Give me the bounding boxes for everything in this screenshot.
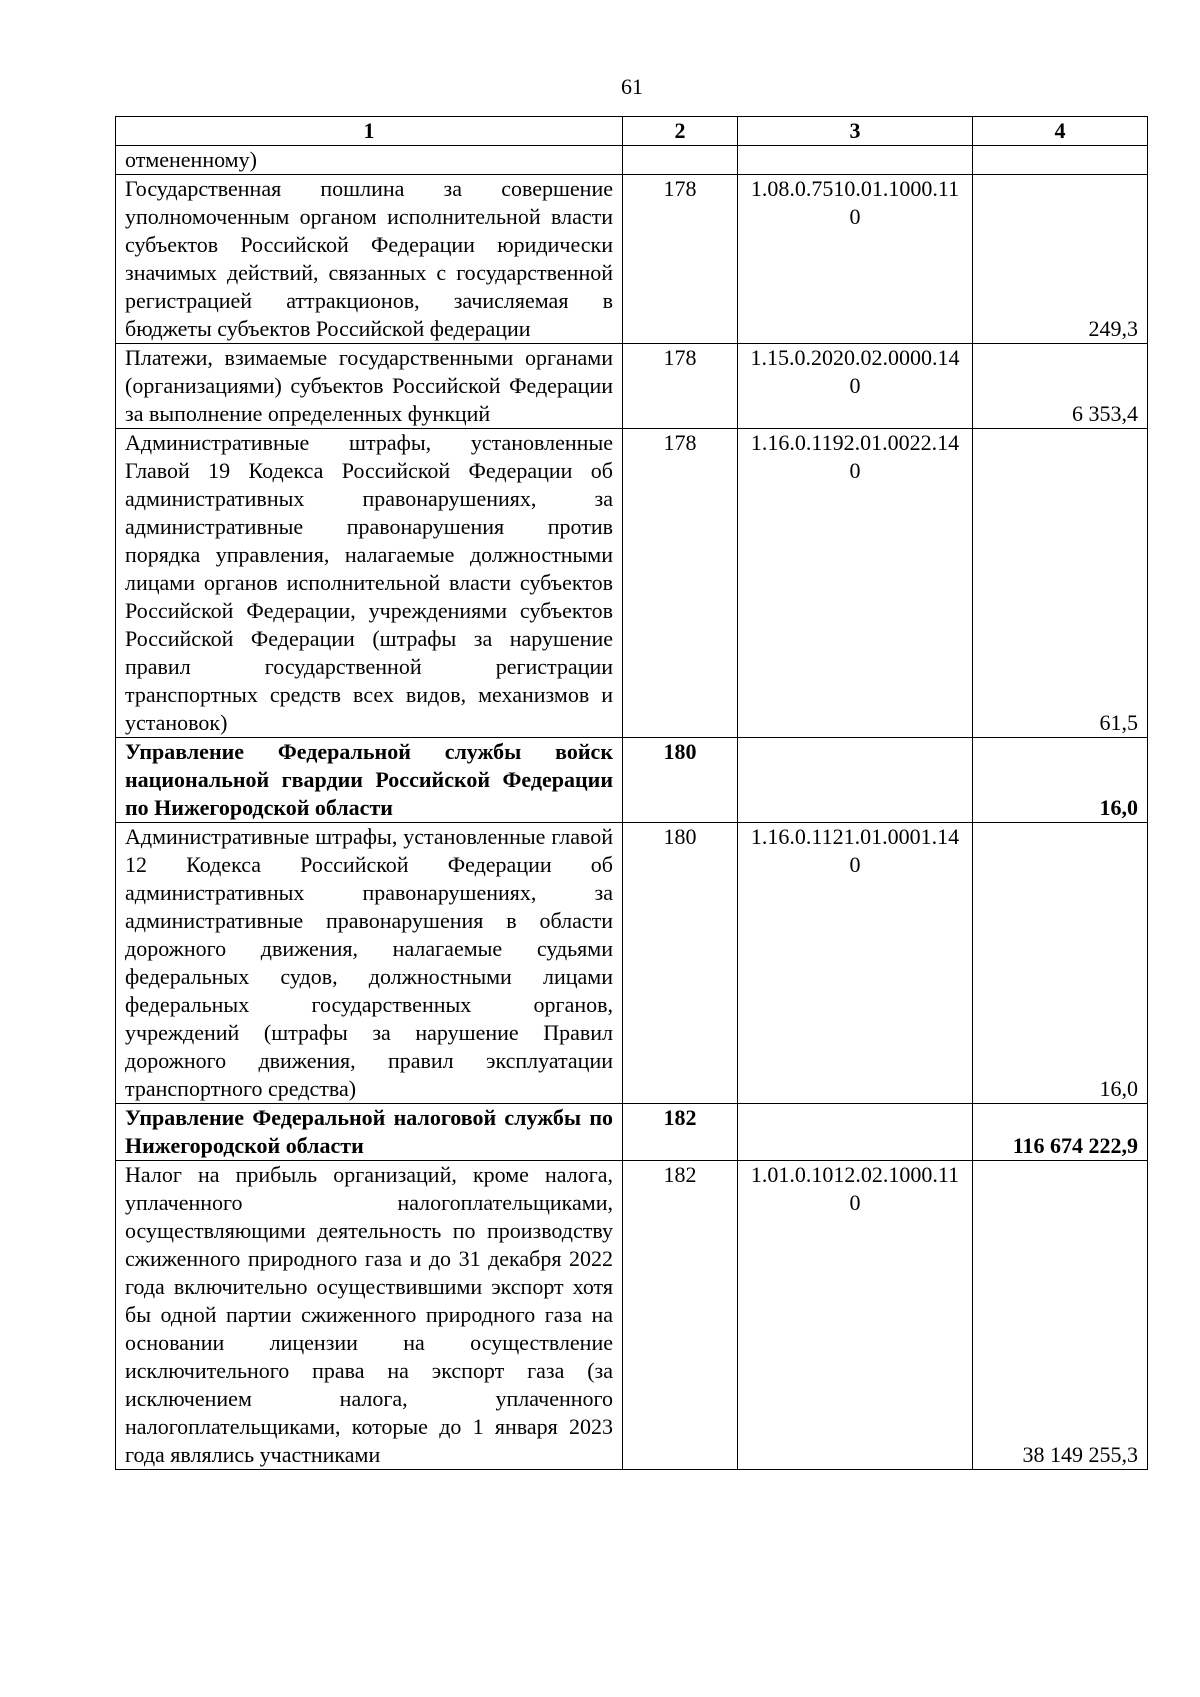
row-budget-code (738, 146, 973, 175)
section-budget-code (738, 1104, 973, 1161)
table-row (116, 1161, 1148, 1470)
row-amount: 61,5 (973, 429, 1148, 738)
column-header-1: 1 (116, 117, 623, 146)
row-admin-code: 178 (623, 429, 738, 738)
column-header-3: 3 (738, 117, 973, 146)
row-amount: 16,0 (973, 823, 1148, 1104)
row-amount (973, 146, 1148, 175)
row-budget-code: 1.08.0.7510.01.1000.110 (738, 175, 973, 344)
row-description: Административные штрафы, установленные главой 12 Кодекса Российской Федерации об административных правонарушениях, за административные правонарушения в области дорожного движения, налагаемые судьями федеральных судов, должностными лицами федеральных государственных органов, учреждений (штрафы за нарушение Правил дорожного движения, правил эксплуатации транспортного средства) (116, 823, 623, 1104)
table-row (116, 823, 1148, 1104)
row-amount: 38 149 255,3 (973, 1161, 1148, 1470)
row-budget-code: 1.16.0.1192.01.0022.140 (738, 429, 973, 738)
section-total: 16,0 (973, 738, 1148, 823)
column-header-4: 4 (973, 117, 1148, 146)
row-description: Налог на прибыль организаций, кроме налога, уплаченного налогоплательщиками, осуществляющими деятельность по производству сжиженного природного газа и до 31 декабря 2022 года включительно осуществившими экспорт хотя бы одной партии сжиженного природного газа на основании лицензии на осуществление исключительного права на экспорт газа (за исключением налога, уплаченного налогоплательщиками, которые до 1 января 2023 года являлись участниками (116, 1161, 623, 1470)
section-title: Управление Федеральной службы войск национальной гвардии Российской Федерации по Нижегородской области (116, 738, 623, 823)
row-description: Платежи, взимаемые государственными органами (организациями) субъектов Российской Федерации за выполнение определенных функций (116, 344, 623, 429)
row-amount: 249,3 (973, 175, 1148, 344)
row-description: Государственная пошлина за совершение уполномоченным органом исполнительной власти субъектов Российской Федерации юридически значимых действий, связанных с государственной регистрацией аттракционов, зачисляемая в бюджеты субъектов Российской федерации (116, 175, 623, 344)
section-admin-code: 182 (623, 1104, 738, 1161)
row-description: отмененному) (116, 146, 623, 175)
row-description: Административные штрафы, установленные Главой 19 Кодекса Российской Федерации об административных правонарушениях, за административные правонарушения против порядка управления, налагаемые должностными лицами органов исполнительной власти субъектов Российской Федерации, учреждениями субъектов Российской Федерации (штрафы за нарушение правил государственной регистрации транспортных средств всех видов, механизмов и установок) (116, 429, 623, 738)
column-header-2: 2 (623, 117, 738, 146)
row-admin-code: 178 (623, 175, 738, 344)
section-total: 116 674 222,9 (973, 1104, 1148, 1161)
row-budget-code: 1.15.0.2020.02.0000.140 (738, 344, 973, 429)
section-admin-code: 180 (623, 738, 738, 823)
table-row (116, 344, 1148, 429)
row-amount: 6 353,4 (973, 344, 1148, 429)
table-row-section-heading (116, 1104, 1148, 1161)
table-row (116, 175, 1148, 344)
table-row-section-heading (116, 738, 1148, 823)
revenue-table (115, 116, 1148, 1470)
table-header-row (116, 117, 1148, 146)
table-row (116, 429, 1148, 738)
section-title: Управление Федеральной налоговой службы по Нижегородской области (116, 1104, 623, 1161)
row-admin-code (623, 146, 738, 175)
row-admin-code: 180 (623, 823, 738, 1104)
row-budget-code: 1.16.0.1121.01.0001.140 (738, 823, 973, 1104)
row-budget-code: 1.01.0.1012.02.1000.110 (738, 1161, 973, 1470)
section-budget-code (738, 738, 973, 823)
page-number: 61 (621, 74, 643, 99)
row-admin-code: 182 (623, 1161, 738, 1470)
row-admin-code: 178 (623, 344, 738, 429)
table-row (116, 146, 1148, 175)
